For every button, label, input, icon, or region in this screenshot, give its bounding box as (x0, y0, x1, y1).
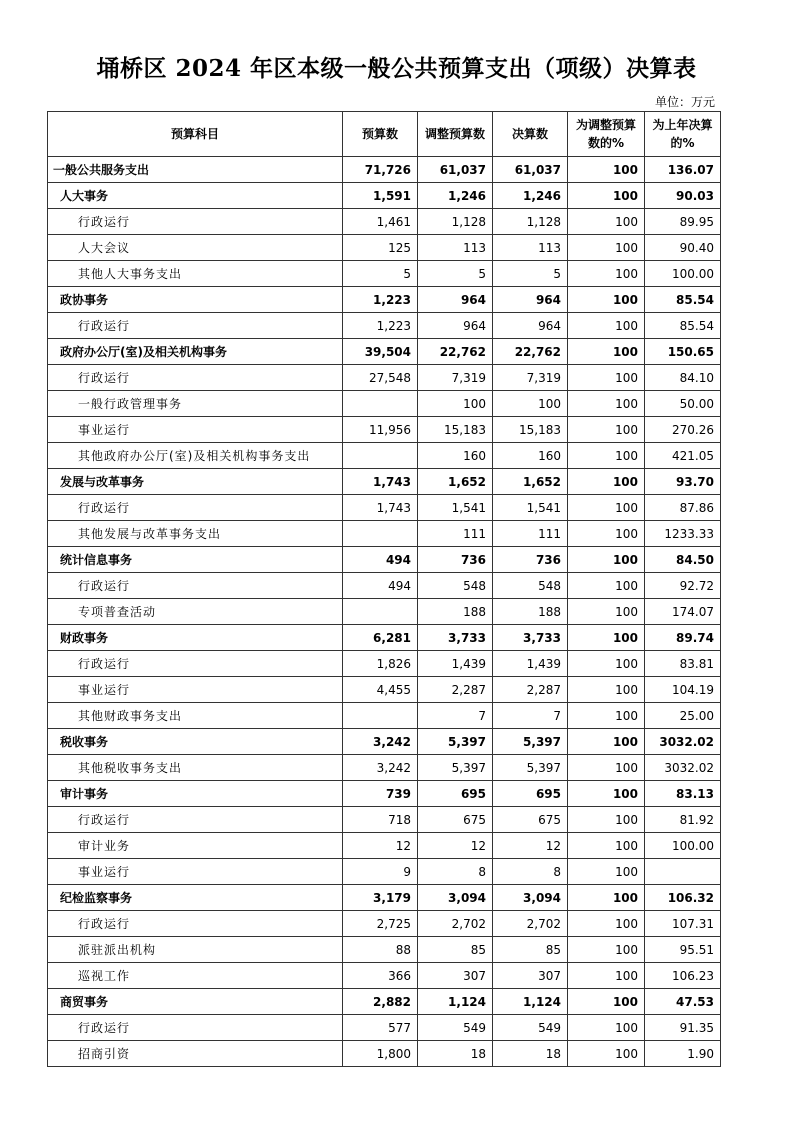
cell-final: 12 (493, 833, 568, 859)
cell-pct-adjusted: 100 (568, 495, 645, 521)
cell-pct-last: 89.95 (645, 209, 721, 235)
table-row (48, 729, 721, 755)
table-row (48, 859, 721, 885)
cell-pct-last: 84.50 (645, 547, 721, 573)
cell-final: 1,128 (493, 209, 568, 235)
cell-final: 3,094 (493, 885, 568, 911)
cell-budget: 11,956 (343, 417, 418, 443)
cell-pct-adjusted: 100 (568, 807, 645, 833)
cell-adjusted: 2,702 (418, 911, 493, 937)
header-budget: 预算数 (343, 112, 418, 157)
cell-pct-last: 136.07 (645, 157, 721, 183)
cell-pct-last: 106.23 (645, 963, 721, 989)
cell-subject: 其他政府办公厅(室)及相关机构事务支出 (48, 443, 343, 469)
cell-budget: 1,591 (343, 183, 418, 209)
cell-pct-adjusted: 100 (568, 391, 645, 417)
header-pct-adjusted: 为调整预算数的% (568, 112, 645, 157)
cell-subject: 财政事务 (48, 625, 343, 651)
cell-pct-adjusted: 100 (568, 937, 645, 963)
table-row (48, 183, 721, 209)
table-row (48, 755, 721, 781)
cell-final: 2,287 (493, 677, 568, 703)
cell-final: 113 (493, 235, 568, 261)
cell-subject: 其他税收事务支出 (48, 755, 343, 781)
table-row (48, 963, 721, 989)
cell-pct-adjusted: 100 (568, 703, 645, 729)
table-row (48, 781, 721, 807)
cell-budget: 1,223 (343, 313, 418, 339)
cell-adjusted: 100 (418, 391, 493, 417)
cell-adjusted: 15,183 (418, 417, 493, 443)
header-subject: 预算科目 (48, 112, 343, 157)
cell-final: 8 (493, 859, 568, 885)
cell-subject: 其他财政事务支出 (48, 703, 343, 729)
cell-budget: 125 (343, 235, 418, 261)
table-row (48, 547, 721, 573)
cell-adjusted: 22,762 (418, 339, 493, 365)
cell-budget: 3,179 (343, 885, 418, 911)
cell-final: 61,037 (493, 157, 568, 183)
cell-pct-last: 89.74 (645, 625, 721, 651)
cell-pct-adjusted: 100 (568, 287, 645, 313)
cell-pct-adjusted: 100 (568, 1041, 645, 1067)
cell-pct-last: 107.31 (645, 911, 721, 937)
cell-subject: 事业运行 (48, 417, 343, 443)
cell-budget (343, 391, 418, 417)
cell-budget (343, 443, 418, 469)
cell-adjusted: 675 (418, 807, 493, 833)
table-row (48, 937, 721, 963)
cell-adjusted: 2,287 (418, 677, 493, 703)
cell-final: 18 (493, 1041, 568, 1067)
cell-adjusted: 695 (418, 781, 493, 807)
cell-pct-last: 50.00 (645, 391, 721, 417)
cell-adjusted: 1,124 (418, 989, 493, 1015)
cell-adjusted: 12 (418, 833, 493, 859)
cell-pct-last: 83.13 (645, 781, 721, 807)
page-title: 埇桥区 2024 年区本级一般公共预算支出（项级）决算表 (96, 55, 697, 82)
table-row (48, 1015, 721, 1041)
cell-pct-last: 81.92 (645, 807, 721, 833)
cell-final: 7 (493, 703, 568, 729)
table-row (48, 807, 721, 833)
cell-adjusted: 8 (418, 859, 493, 885)
cell-adjusted: 3,733 (418, 625, 493, 651)
cell-pct-last: 95.51 (645, 937, 721, 963)
cell-pct-last (645, 859, 721, 885)
cell-final: 3,733 (493, 625, 568, 651)
cell-pct-adjusted: 100 (568, 677, 645, 703)
cell-final: 5 (493, 261, 568, 287)
table-row (48, 365, 721, 391)
table-row (48, 651, 721, 677)
cell-subject: 事业运行 (48, 859, 343, 885)
cell-pct-last: 85.54 (645, 313, 721, 339)
cell-final: 2,702 (493, 911, 568, 937)
cell-pct-adjusted: 100 (568, 885, 645, 911)
cell-adjusted: 307 (418, 963, 493, 989)
cell-subject: 行政运行 (48, 573, 343, 599)
cell-subject: 行政运行 (48, 911, 343, 937)
budget-table (47, 111, 721, 1067)
cell-pct-adjusted: 100 (568, 521, 645, 547)
cell-final: 675 (493, 807, 568, 833)
cell-final: 22,762 (493, 339, 568, 365)
cell-pct-adjusted: 100 (568, 729, 645, 755)
cell-pct-adjusted: 100 (568, 365, 645, 391)
cell-pct-last: 90.03 (645, 183, 721, 209)
cell-pct-adjusted: 100 (568, 547, 645, 573)
cell-budget: 1,223 (343, 287, 418, 313)
cell-budget: 39,504 (343, 339, 418, 365)
cell-budget: 1,461 (343, 209, 418, 235)
cell-adjusted: 964 (418, 313, 493, 339)
cell-subject: 招商引资 (48, 1041, 343, 1067)
cell-pct-adjusted: 100 (568, 755, 645, 781)
cell-budget: 27,548 (343, 365, 418, 391)
cell-adjusted: 1,128 (418, 209, 493, 235)
cell-pct-last: 91.35 (645, 1015, 721, 1041)
unit-label: 单位：万元 (654, 95, 715, 109)
cell-pct-last: 100.00 (645, 833, 721, 859)
cell-pct-adjusted: 100 (568, 235, 645, 261)
cell-pct-adjusted: 100 (568, 963, 645, 989)
table-row (48, 1041, 721, 1067)
cell-subject: 行政运行 (48, 1015, 343, 1041)
cell-pct-adjusted: 100 (568, 599, 645, 625)
cell-budget: 739 (343, 781, 418, 807)
cell-final: 695 (493, 781, 568, 807)
cell-subject: 行政运行 (48, 209, 343, 235)
table-row (48, 625, 721, 651)
cell-adjusted: 18 (418, 1041, 493, 1067)
cell-pct-last: 270.26 (645, 417, 721, 443)
cell-adjusted: 160 (418, 443, 493, 469)
cell-adjusted: 61,037 (418, 157, 493, 183)
cell-pct-adjusted: 100 (568, 469, 645, 495)
cell-subject: 行政运行 (48, 807, 343, 833)
cell-final: 1,652 (493, 469, 568, 495)
cell-adjusted: 5,397 (418, 755, 493, 781)
cell-pct-last: 92.72 (645, 573, 721, 599)
cell-adjusted: 3,094 (418, 885, 493, 911)
cell-pct-last: 174.07 (645, 599, 721, 625)
table-row (48, 677, 721, 703)
cell-budget: 494 (343, 573, 418, 599)
cell-pct-adjusted: 100 (568, 781, 645, 807)
cell-final: 188 (493, 599, 568, 625)
cell-subject: 政府办公厅(室)及相关机构事务 (48, 339, 343, 365)
cell-final: 100 (493, 391, 568, 417)
cell-pct-adjusted: 100 (568, 911, 645, 937)
cell-budget: 88 (343, 937, 418, 963)
cell-pct-last: 83.81 (645, 651, 721, 677)
cell-adjusted: 5 (418, 261, 493, 287)
cell-final: 1,439 (493, 651, 568, 677)
cell-budget: 3,242 (343, 755, 418, 781)
cell-adjusted: 5,397 (418, 729, 493, 755)
table-row (48, 573, 721, 599)
cell-subject: 纪检监察事务 (48, 885, 343, 911)
cell-subject: 事业运行 (48, 677, 343, 703)
cell-adjusted: 7,319 (418, 365, 493, 391)
cell-pct-last: 421.05 (645, 443, 721, 469)
cell-adjusted: 1,246 (418, 183, 493, 209)
cell-pct-adjusted: 100 (568, 859, 645, 885)
cell-subject: 其他人大事务支出 (48, 261, 343, 287)
cell-adjusted: 736 (418, 547, 493, 573)
cell-pct-adjusted: 100 (568, 417, 645, 443)
cell-pct-last: 85.54 (645, 287, 721, 313)
cell-subject: 税收事务 (48, 729, 343, 755)
cell-subject: 一般公共服务支出 (48, 157, 343, 183)
cell-pct-adjusted: 100 (568, 989, 645, 1015)
cell-budget: 6,281 (343, 625, 418, 651)
table-row (48, 339, 721, 365)
cell-adjusted: 188 (418, 599, 493, 625)
table-row (48, 157, 721, 183)
cell-budget: 2,882 (343, 989, 418, 1015)
cell-budget: 1,743 (343, 495, 418, 521)
table-row (48, 885, 721, 911)
cell-budget: 9 (343, 859, 418, 885)
cell-pct-last: 150.65 (645, 339, 721, 365)
cell-pct-last: 87.86 (645, 495, 721, 521)
cell-subject: 派驻派出机构 (48, 937, 343, 963)
cell-budget: 718 (343, 807, 418, 833)
header-final: 决算数 (493, 112, 568, 157)
cell-budget: 3,242 (343, 729, 418, 755)
cell-final: 1,124 (493, 989, 568, 1015)
cell-budget: 1,743 (343, 469, 418, 495)
cell-final: 549 (493, 1015, 568, 1041)
cell-pct-last: 3032.02 (645, 755, 721, 781)
table-row (48, 599, 721, 625)
cell-adjusted: 7 (418, 703, 493, 729)
cell-budget (343, 703, 418, 729)
cell-budget: 366 (343, 963, 418, 989)
table-row (48, 235, 721, 261)
cell-subject: 统计信息事务 (48, 547, 343, 573)
cell-pct-adjusted: 100 (568, 833, 645, 859)
cell-pct-adjusted: 100 (568, 1015, 645, 1041)
cell-final: 15,183 (493, 417, 568, 443)
table-row (48, 989, 721, 1015)
cell-subject: 行政运行 (48, 365, 343, 391)
cell-final: 307 (493, 963, 568, 989)
cell-final: 1,246 (493, 183, 568, 209)
table-row (48, 521, 721, 547)
cell-subject: 审计业务 (48, 833, 343, 859)
table-row (48, 261, 721, 287)
cell-final: 964 (493, 313, 568, 339)
cell-pct-adjusted: 100 (568, 183, 645, 209)
cell-subject: 一般行政管理事务 (48, 391, 343, 417)
header-pct-last: 为上年决算的% (645, 112, 721, 157)
cell-adjusted: 111 (418, 521, 493, 547)
table-body (48, 157, 721, 1067)
table-row (48, 833, 721, 859)
cell-budget: 4,455 (343, 677, 418, 703)
cell-subject: 巡视工作 (48, 963, 343, 989)
header-adjusted: 调整预算数 (418, 112, 493, 157)
cell-subject: 其他发展与改革事务支出 (48, 521, 343, 547)
cell-budget: 1,826 (343, 651, 418, 677)
cell-pct-last: 104.19 (645, 677, 721, 703)
cell-final: 1,541 (493, 495, 568, 521)
cell-pct-last: 90.40 (645, 235, 721, 261)
cell-budget: 1,800 (343, 1041, 418, 1067)
cell-subject: 人大事务 (48, 183, 343, 209)
cell-adjusted: 1,541 (418, 495, 493, 521)
cell-budget: 5 (343, 261, 418, 287)
cell-pct-last: 1.90 (645, 1041, 721, 1067)
cell-final: 111 (493, 521, 568, 547)
table-row (48, 287, 721, 313)
cell-adjusted: 85 (418, 937, 493, 963)
table-row (48, 703, 721, 729)
cell-subject: 发展与改革事务 (48, 469, 343, 495)
cell-adjusted: 1,652 (418, 469, 493, 495)
cell-pct-adjusted: 100 (568, 209, 645, 235)
cell-adjusted: 549 (418, 1015, 493, 1041)
table-row (48, 495, 721, 521)
table-row (48, 911, 721, 937)
cell-pct-adjusted: 100 (568, 443, 645, 469)
table-row (48, 417, 721, 443)
cell-pct-adjusted: 100 (568, 261, 645, 287)
cell-pct-adjusted: 100 (568, 339, 645, 365)
cell-subject: 人大会议 (48, 235, 343, 261)
table-header-row (48, 112, 721, 157)
cell-budget: 2,725 (343, 911, 418, 937)
cell-final: 736 (493, 547, 568, 573)
cell-pct-last: 106.32 (645, 885, 721, 911)
cell-pct-last: 93.70 (645, 469, 721, 495)
cell-final: 85 (493, 937, 568, 963)
cell-final: 5,397 (493, 755, 568, 781)
cell-budget (343, 599, 418, 625)
cell-pct-last: 47.53 (645, 989, 721, 1015)
cell-budget: 577 (343, 1015, 418, 1041)
cell-pct-adjusted: 100 (568, 157, 645, 183)
table-row (48, 209, 721, 235)
cell-final: 7,319 (493, 365, 568, 391)
cell-budget: 71,726 (343, 157, 418, 183)
cell-pct-adjusted: 100 (568, 625, 645, 651)
cell-pct-adjusted: 100 (568, 313, 645, 339)
cell-budget (343, 521, 418, 547)
cell-pct-last: 84.10 (645, 365, 721, 391)
cell-pct-last: 3032.02 (645, 729, 721, 755)
cell-budget: 494 (343, 547, 418, 573)
cell-subject: 审计事务 (48, 781, 343, 807)
cell-final: 160 (493, 443, 568, 469)
cell-adjusted: 964 (418, 287, 493, 313)
cell-final: 548 (493, 573, 568, 599)
cell-pct-adjusted: 100 (568, 573, 645, 599)
table-row (48, 313, 721, 339)
cell-budget: 12 (343, 833, 418, 859)
cell-subject: 政协事务 (48, 287, 343, 313)
cell-final: 964 (493, 287, 568, 313)
table-row (48, 469, 721, 495)
cell-final: 5,397 (493, 729, 568, 755)
cell-pct-last: 1233.33 (645, 521, 721, 547)
cell-subject: 行政运行 (48, 495, 343, 521)
cell-subject: 商贸事务 (48, 989, 343, 1015)
cell-subject: 专项普查活动 (48, 599, 343, 625)
cell-subject: 行政运行 (48, 313, 343, 339)
cell-adjusted: 548 (418, 573, 493, 599)
table-row (48, 443, 721, 469)
cell-subject: 行政运行 (48, 651, 343, 677)
cell-pct-adjusted: 100 (568, 651, 645, 677)
cell-adjusted: 1,439 (418, 651, 493, 677)
cell-pct-last: 25.00 (645, 703, 721, 729)
cell-pct-last: 100.00 (645, 261, 721, 287)
cell-adjusted: 113 (418, 235, 493, 261)
table-row (48, 391, 721, 417)
